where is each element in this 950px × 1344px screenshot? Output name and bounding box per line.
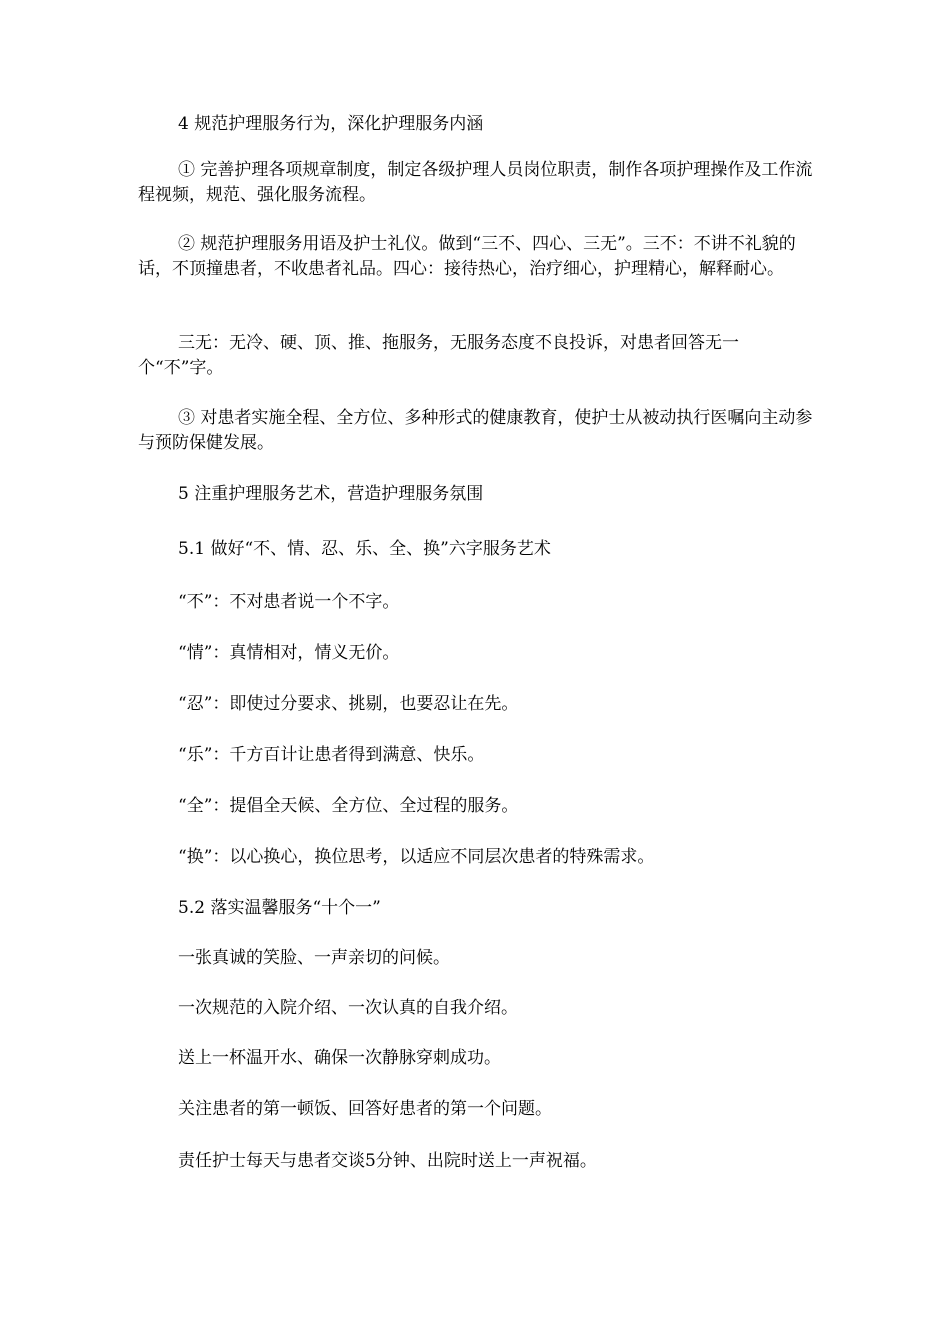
paragraph-item-3: ③ 对患者实施全程、全方位、多种形式的健康教育，使护士从被动执行医嘱向主动参与预防保健发展。	[138, 408, 813, 453]
list-item: “忍”：即使过分要求、挑剔，也要忍让在先。	[178, 694, 519, 714]
list-item: “换”：以心换心，换位思考，以适应不同层次患者的特殊需求。	[178, 847, 655, 867]
list-item: 一次规范的入院介绍、一次认真的自我介绍。	[178, 998, 518, 1018]
list-item: 送上一杯温开水、确保一次静脉穿刺成功。	[178, 1048, 501, 1068]
list-item: 关注患者的第一顿饭、回答好患者的第一个问题。	[178, 1099, 552, 1119]
section-heading-5: 5 注重护理服务艺术，营造护理服务氛围	[178, 484, 484, 504]
paragraph-item-2: ② 规范护理服务用语及护士礼仪。做到“三不、四心、三无”。三不：不讲不礼貌的话，不顶撞患者，不收患者礼品。四心：接待热心，治疗细心，护理精心，解释耐心。	[138, 234, 796, 279]
list-item: “不”：不对患者说一个不字。	[178, 592, 400, 612]
section-heading-4: 4 规范护理服务行为，深化护理服务内涵	[178, 114, 484, 134]
subsection-heading-5-2: 5.2 落实温馨服务“十个一”	[178, 898, 381, 918]
list-item: “情”：真情相对，情义无价。	[178, 643, 400, 663]
paragraph-three-no: 三无：无冷、硬、顶、推、拖服务，无服务态度不良投诉，对患者回答无一个“不”字。	[138, 333, 739, 378]
list-item: 一张真诚的笑脸、一声亲切的问候。	[178, 948, 450, 968]
paragraph-item-1: ① 完善护理各项规章制度，制定各级护理人员岗位职责，制作各项护理操作及工作流程视频，规范、强化服务流程。	[138, 160, 813, 205]
subsection-heading-5-1: 5.1 做好“不、情、忍、乐、全、换”六字服务艺术	[178, 539, 551, 559]
list-item: “乐”：千方百计让患者得到满意、快乐。	[178, 745, 485, 765]
list-item: “全”：提倡全天候、全方位、全过程的服务。	[178, 796, 519, 816]
list-item: 责任护士每天与患者交谈5分钟、出院时送上一声祝福。	[178, 1151, 597, 1171]
